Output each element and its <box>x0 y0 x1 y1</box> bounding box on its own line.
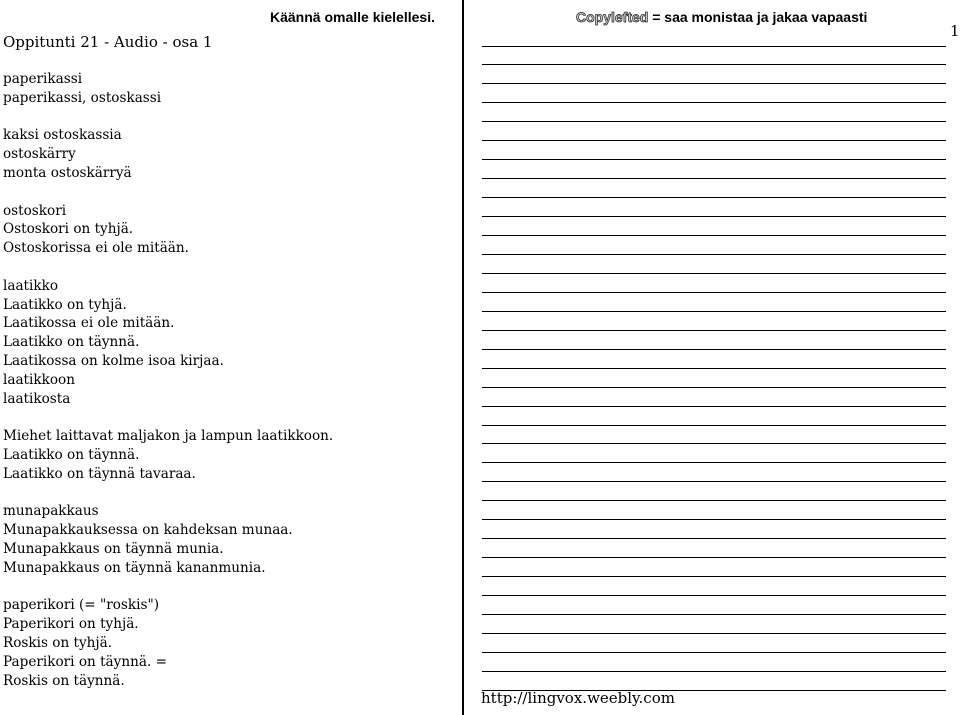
vocab-line: paperikori (= "roskis") <box>3 597 160 614</box>
writing-line <box>482 538 946 539</box>
writing-line <box>482 311 946 312</box>
writing-line <box>482 64 946 65</box>
writing-line <box>482 519 946 520</box>
writing-line <box>482 273 946 274</box>
writing-line <box>482 462 946 463</box>
writing-line <box>482 406 946 407</box>
vocab-line: Ostoskori on tyhjä. <box>3 221 134 238</box>
copylefted-word: Copylefted <box>576 9 649 25</box>
vocab-line: Laatikossa on kolme isoa kirjaa. <box>3 353 224 369</box>
writing-line <box>482 614 946 615</box>
writing-line <box>482 102 946 103</box>
writing-line <box>482 633 946 634</box>
writing-line <box>482 443 946 444</box>
writing-line <box>482 671 946 672</box>
vocab-line: laatikosta <box>3 390 71 407</box>
writing-line <box>482 235 946 236</box>
writing-line <box>482 46 946 47</box>
vocab-line: kaksi ostoskassia <box>3 127 122 144</box>
footer-url: http://lingvox.weebly.com <box>481 689 675 707</box>
writing-line <box>482 83 946 84</box>
vocab-line: Laatikko on tyhjä. <box>3 296 127 313</box>
vocab-line: Paperikori on tyhjä. <box>3 616 139 633</box>
writing-line <box>482 387 946 388</box>
vocab-line: Ostoskorissa ei ole mitään. <box>3 240 189 257</box>
vocab-line: Laatikko on täynnä. <box>3 447 140 463</box>
vocab-line: Laatikossa ei ole mitään. <box>3 315 175 332</box>
vocab-line: Laatikko on täynnä tavaraa. <box>3 465 196 482</box>
writing-line <box>482 425 946 426</box>
vocab-line: laatikkoon <box>3 371 75 388</box>
vocab-line: Roskis on tyhjä. <box>3 635 113 651</box>
writing-line <box>482 159 946 160</box>
vocab-line: ostoskärry <box>3 146 76 163</box>
vocab-line: Paperikori on täynnä. = <box>3 653 167 670</box>
vocab-line: Munapakkaus on täynnä munia. <box>3 541 224 557</box>
vocab-line: Munapakkauksessa on kahdeksan munaa. <box>3 522 293 539</box>
vocab-line: paperikassi <box>3 71 83 87</box>
writing-line <box>482 595 946 596</box>
vocab-line: Roskis on täynnä. <box>3 672 125 689</box>
writing-line <box>482 254 946 255</box>
writing-line <box>482 576 946 577</box>
vocab-line: munapakkaus <box>3 503 99 520</box>
vocab-line: laatikko <box>3 277 59 294</box>
vocab-line: Munapakkaus on täynnä kananmunia. <box>3 559 266 576</box>
writing-line <box>482 349 946 350</box>
vocab-line: Laatikko on täynnä. <box>3 334 140 351</box>
writing-line <box>482 140 946 141</box>
vocab-line: monta ostoskärryä <box>3 165 132 181</box>
writing-line <box>482 216 946 217</box>
writing-line <box>482 557 946 558</box>
writing-line <box>482 500 946 501</box>
vocab-line: paperikassi, ostoskassi <box>3 89 162 106</box>
column-divider <box>462 0 464 715</box>
writing-line <box>482 368 946 369</box>
writing-line <box>482 292 946 293</box>
copyleft-text: = saa monistaa ja jakaa vapaasti <box>648 9 868 25</box>
vocab-line: ostoskori <box>3 202 67 219</box>
writing-line <box>482 330 946 331</box>
lesson-title: Oppitunti 21 - Audio - osa 1 <box>3 33 213 51</box>
page-number: 1 <box>950 22 960 40</box>
vocab-line: Miehet laittavat maljakon ja lampun laatikkoon. <box>3 428 334 445</box>
writing-line <box>482 121 946 122</box>
instruction: Käännä omalle kielellesi. <box>270 9 435 25</box>
writing-line <box>482 178 946 179</box>
writing-line <box>482 481 946 482</box>
copyleft-notice <box>576 9 867 25</box>
writing-line <box>482 197 946 198</box>
writing-line <box>482 652 946 653</box>
